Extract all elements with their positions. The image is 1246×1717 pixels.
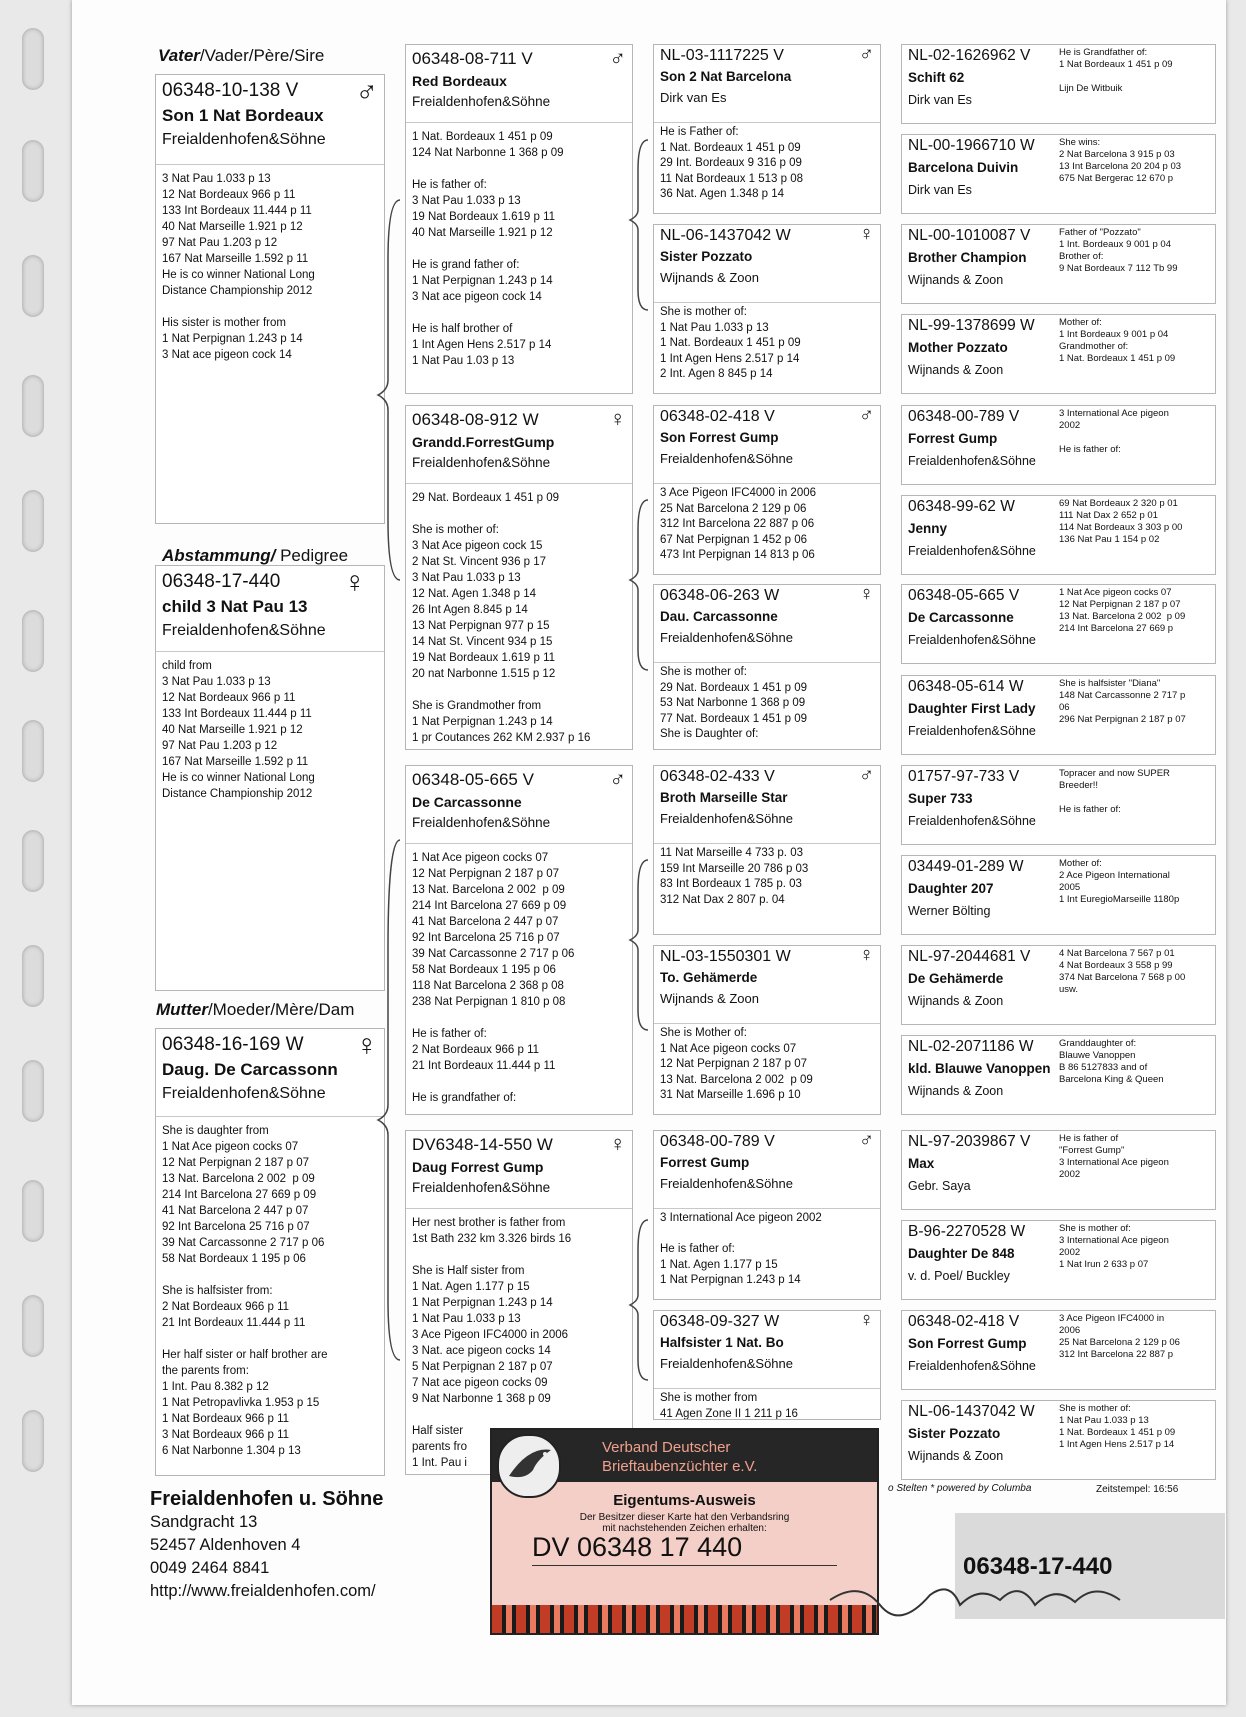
gen4-breeder: Dirk van Es xyxy=(908,93,972,107)
punch-hole xyxy=(22,830,44,892)
gen4-side-notes: Mother of: 2 Ace Pigeon International 2005 1 Int EuregioMarseille 1180p xyxy=(1059,858,1180,905)
punch-hole xyxy=(22,1410,44,1472)
subject-header xyxy=(156,566,384,652)
gen2-header xyxy=(406,766,632,844)
gen3-name: Forrest Gump xyxy=(660,1155,750,1170)
dam-notes: She is daughter from 1 Nat Ace pigeon cocks 07 12 Nat Perpignan 2 187 p 07 13 Nat. Barcelona 2 002 p 09 214 Int Barcelona 27 669 p 09 41 Nat Barcelona 2 447 p 07 92 Int Barcelona 25 716 p 07 39 Nat Carcassonne 2 717 p 06 58 Nat Bordeaux 1 195 p 06 She is halfsister from: 2 Nat Bordeaux 966 p 11 21 Int Bordeaux 11.444 p 11 Her half sister or half brother are the parents from: 1 Int. Pau 8.382 p 12 1 Nat Petropavlivka 1.953 p 15 1 Nat Bordeaux 966 p 11 3 Nat Bordeaux 966 p 11 6 Nat Narbonne 1.304 p 13 xyxy=(162,1125,328,1457)
gen4-name: Barcelona Duivin xyxy=(908,160,1019,175)
sire-ring: 06348-10-138 V xyxy=(162,80,299,101)
dam-column-label xyxy=(156,1000,354,1020)
male-symbol-icon: ♂ xyxy=(859,1130,874,1151)
punch-hole xyxy=(22,255,44,317)
gen4-side-notes: 69 Nat Bordeaux 2 320 p 01 111 Nat Dax 2 652 p 01 114 Nat Bordeaux 3 303 p 00 136 Nat Pau 1 154 p 02 xyxy=(1059,498,1183,545)
sire-column-label xyxy=(158,46,324,66)
gen4-breeder: Werner Bölting xyxy=(908,904,991,918)
dam-name: Daug. De Carcassonn xyxy=(162,1060,338,1079)
gen4-ring: 06348-05-665 V xyxy=(908,587,1020,604)
gen4-card xyxy=(901,405,1216,485)
gen4-side-notes: He is father of "Forrest Gump" 3 International Ace pigeon 2002 xyxy=(1059,1133,1169,1180)
gen3-name: Broth Marseille Star xyxy=(660,790,788,805)
gen4-name: Daughter 207 xyxy=(908,881,994,896)
gen4-breeder: Freialdenhofen&Söhne xyxy=(908,454,1036,468)
granddam-maternal-card xyxy=(405,1130,633,1475)
gen4-breeder: Gebr. Saya xyxy=(908,1179,971,1193)
gen3-name: Halfsister 1 Nat. Bo xyxy=(660,1335,784,1350)
punch-hole xyxy=(22,140,44,202)
gen3-notes: 11 Nat Marseille 4 733 p. 03 159 Int Marseille 20 786 p 03 83 Int Bordeaux 1 785 p. 03 312 Nat Dax 2 807 p. 04 xyxy=(660,847,809,906)
punch-hole xyxy=(22,1295,44,1357)
gen4-side-notes: She wins: 2 Nat Barcelona 3 915 p 03 13 Int Barcelona 20 204 p 03 675 Nat Bergerac 12 670 p xyxy=(1059,137,1182,184)
gen4-ring: B-96-2270528 W xyxy=(908,1223,1026,1240)
gen3-notes: She is Mother of: 1 Nat Ace pigeon cocks 07 12 Nat Perpignan 2 187 p 07 13 Nat. Barcelona 2 002 p 09 31 Nat Marseille 1.696 p 10 xyxy=(660,1027,813,1101)
male-symbol-icon: ♂ xyxy=(859,765,874,786)
dam-ring: 06348-16-169 W xyxy=(162,1034,304,1055)
gen4-side-notes: 1 Nat Ace pigeon cocks 07 12 Nat Perpignan 2 187 p 07 13 Nat. Barcelona 2 002 p 09 214 Int Barcelona 27 669 p xyxy=(1059,587,1186,634)
gen4-breeder: Freialdenhofen&Söhne xyxy=(908,814,1036,828)
granddam-paternal-card xyxy=(405,405,633,750)
gen4-card xyxy=(901,1035,1216,1115)
breeder-contact xyxy=(150,1488,383,1603)
signature-icon xyxy=(820,1560,1140,1630)
gen3-notes: She is mother of: 1 Nat Pau 1.033 p 13 1 Nat. Bordeaux 1 451 p 09 1 Int Agen Hens 2.517 p 14 2 Int. Agen 8 845 p 14 xyxy=(660,306,801,380)
gen4-side-notes: She is mother of: 3 International Ace pigeon 2002 1 Nat Irun 2 633 p 07 xyxy=(1059,1223,1169,1270)
gen2-name: De Carcassonne xyxy=(412,794,522,810)
gen2-ring: 06348-08-912 W xyxy=(412,410,539,429)
sire-breeder: Freialdenhofen&Söhne xyxy=(162,131,326,148)
gen3-header xyxy=(654,585,880,663)
breeder-street: Sandgracht 13 xyxy=(150,1513,258,1531)
female-symbol-icon: ♀ xyxy=(859,1310,874,1331)
subject-notes: child from 3 Nat Pau 1.033 p 13 12 Nat Bordeaux 966 p 11 133 Int Bordeaux 11.444 p 11 40 Nat Marseille 1.921 p 12 97 Nat Pau 1.203 p 12 167 Nat Marseille 1.592 p 11 He is co winner National Long Distance Championship 2012 xyxy=(162,660,315,800)
gen4-name: Daughter First Lady xyxy=(908,701,1036,716)
gen4-ring: NL-06-1437042 W xyxy=(908,1403,1035,1420)
gen4-card xyxy=(901,584,1216,664)
dam-header xyxy=(156,1029,384,1117)
dam-label-bold: Mutter xyxy=(156,1000,208,1019)
gen3-ring: 06348-00-789 V xyxy=(660,1133,775,1150)
gen4-card xyxy=(901,314,1216,394)
gen4-breeder: Wijnands & Zoon xyxy=(908,1449,1004,1463)
card-text-line2: mit nachstehenden Zeichen erhalten: xyxy=(602,1523,767,1534)
ring-number: 06348-17-440 xyxy=(963,1553,1113,1580)
card-ring-number: DV 06348 17 440 xyxy=(532,1532,743,1562)
gen3-notes: He is Father of: 1 Nat. Bordeaux 1 451 p 09 29 Int. Bordeaux 9 316 p 09 11 Nat Bordeaux 1 513 p 08 36 Nat. Agen 1.348 p 14 xyxy=(660,126,804,200)
gen4-ring: 06348-02-418 V xyxy=(908,1313,1020,1330)
powered-by-note: o Stelten * powered by Columba xyxy=(888,1483,1032,1494)
gen4-card xyxy=(901,1130,1216,1210)
gen4-ring: NL-97-2039867 V xyxy=(908,1133,1031,1150)
gen4-side-notes: 4 Nat Barcelona 7 567 p 01 4 Nat Bordeaux 3 558 p 99 374 Nat Barcelona 7 568 p 00 usw. xyxy=(1059,948,1186,995)
card-signature-line xyxy=(532,1565,837,1566)
punch-hole xyxy=(22,375,44,437)
breeder-name: Freialdenhofen u. Söhne xyxy=(150,1488,384,1510)
gen4-name: Schift 62 xyxy=(908,70,965,85)
gen4-ring: NL-99-1378699 W xyxy=(908,317,1035,334)
sire-header xyxy=(156,75,384,165)
gen3-breeder: Freialdenhofen&Söhne xyxy=(660,811,793,826)
gen4-name: De Gehämerde xyxy=(908,971,1004,986)
gen4-side-notes: Father of "Pozzato" 1 Int. Bordeaux 9 001 p 04 Brother of: 9 Nat Bordeaux 7 112 Tb 99 xyxy=(1059,227,1178,274)
gen4-name: kld. Blauwe Vanoppen xyxy=(908,1061,1051,1076)
gen3-breeder: Freialdenhofen&Söhne xyxy=(660,630,793,645)
gen2-header xyxy=(406,1131,632,1209)
male-symbol-icon: ♂ xyxy=(609,766,626,791)
gen4-ring: NL-00-1966710 W xyxy=(908,137,1035,154)
gen4-card xyxy=(901,1400,1216,1480)
gen4-card xyxy=(901,1220,1216,1300)
female-symbol-icon: ♀ xyxy=(859,224,874,245)
gen4-breeder: Freialdenhofen&Söhne xyxy=(908,724,1036,738)
gen3-name: Sister Pozzato xyxy=(660,249,753,264)
gen4-breeder: v. d. Poel/ Buckley xyxy=(908,1269,1010,1283)
sire-card xyxy=(155,74,385,524)
gen4-card xyxy=(901,44,1216,124)
gen4-side-notes: She is mother of: 1 Nat Pau 1.033 p 13 1 Nat. Bordeaux 1 451 p 09 1 Int Agen Hens 2.517 p 14 xyxy=(1059,1403,1176,1450)
gen3-breeder: Wijnands & Zoon xyxy=(660,991,759,1006)
dam-breeder: Freialdenhofen&Söhne xyxy=(162,1085,326,1102)
gen4-ring: NL-00-1010087 V xyxy=(908,227,1031,244)
gen4-ring: 06348-05-614 W xyxy=(908,678,1024,695)
gen4-ring: 06348-99-62 W xyxy=(908,498,1015,515)
gen3-notes: She is mother of: 29 Nat. Bordeaux 1 451 p 09 53 Nat Narbonne 1 368 p 09 77 Nat. Bordeaux 1 451 p 09 She is Daughter of: xyxy=(660,666,808,740)
gen3-name: Dau. Carcassonne xyxy=(660,609,778,624)
gen4-name: Super 733 xyxy=(908,791,973,806)
sire-notes: 3 Nat Pau 1.033 p 13 12 Nat Bordeaux 966 p 11 133 Int Bordeaux 11.444 p 11 40 Nat Marseille 1.921 p 12 97 Nat Pau 1.203 p 12 167 Nat Marseille 1.592 p 11 He is co winner National Long Distance Championship 2012 His sister is mother from 1 Nat Perpignan 1.243 p 14 3 Nat ace pigeon cock 14 xyxy=(162,173,315,361)
gen4-breeder: Wijnands & Zoon xyxy=(908,363,1004,377)
gen3-notes: She is mother from 41 Agen Zone II 1 211 p 16 xyxy=(660,1392,798,1420)
gen4-side-notes: He is Grandfather of: 1 Nat Bordeaux 1 451 p 09 Lijn De Witbuik xyxy=(1059,47,1173,94)
gen3-header xyxy=(654,406,880,484)
gen3-notes: 3 International Ace pigeon 2002 He is father of: 1 Nat. Agen 1.177 p 15 1 Nat Perpignan 1.243 p 14 xyxy=(660,1212,822,1286)
female-symbol-icon: ♀ xyxy=(859,584,874,605)
female-symbol-icon: ♀ xyxy=(609,406,626,431)
gen4-card xyxy=(901,855,1216,935)
gen3-notes: 3 Ace Pigeon IFC4000 in 2006 25 Nat Barcelona 2 129 p 06 312 Int Barcelona 22 887 p 06 67 Nat Perpignan 1 452 p 06 473 Int Perpignan 14 813 p 06 xyxy=(660,487,817,561)
gen4-name: Sister Pozzato xyxy=(908,1426,1001,1441)
gen4-breeder: Freialdenhofen&Söhne xyxy=(908,1359,1036,1373)
gen4-side-notes: She is halfsister "Diana" 148 Nat Carcassonne 2 717 p 06 296 Nat Perpignan 2 187 p 07 xyxy=(1059,678,1186,725)
gen3-breeder: Freialdenhofen&Söhne xyxy=(660,1176,793,1191)
subject-name: child 3 Nat Pau 13 xyxy=(162,597,308,616)
gen3-card xyxy=(653,584,881,750)
gen3-header xyxy=(654,1311,880,1389)
gen2-name: Daug Forrest Gump xyxy=(412,1159,544,1175)
gen4-ring: NL-02-2071186 W xyxy=(908,1038,1034,1055)
breeder-phone: 0049 2464 8841 xyxy=(150,1559,270,1577)
gen4-ring: 06348-00-789 V xyxy=(908,408,1020,425)
gen2-name: Grandd.ForrestGump xyxy=(412,434,555,450)
card-text-line1: Der Besitzer dieser Karte hat den Verbandsring xyxy=(579,1512,790,1523)
female-symbol-icon: ♀ xyxy=(355,1029,378,1062)
card-org-line1: Verband Deutscher xyxy=(602,1439,731,1456)
gen2-ring: DV6348-14-550 W xyxy=(412,1135,553,1154)
punch-hole xyxy=(22,945,44,1007)
gen3-card xyxy=(653,405,881,575)
gen2-header xyxy=(406,406,632,484)
male-symbol-icon: ♂ xyxy=(355,75,378,108)
gen4-ring: 03449-01-289 W xyxy=(908,858,1024,875)
punch-hole xyxy=(22,1180,44,1242)
gen4-breeder: Freialdenhofen&Söhne xyxy=(908,544,1036,558)
gen3-breeder: Wijnands & Zoon xyxy=(660,270,759,285)
gen3-header xyxy=(654,45,880,123)
gen4-side-notes: 3 International Ace pigeon 2002 He is father of: xyxy=(1059,408,1169,455)
gen4-ring: NL-97-2044681 V xyxy=(908,948,1031,965)
breeder-city: 52457 Aldenhoven 4 xyxy=(150,1536,301,1554)
pedigree-label-rest: Pedigree xyxy=(275,546,349,565)
gen3-header xyxy=(654,1131,880,1209)
gen4-side-notes: Granddaughter of: Blauwe Vanoppen B 86 5127833 and of Barcelona King & Queen xyxy=(1059,1038,1164,1085)
card-title: Eigentums-Ausweis xyxy=(613,1492,756,1509)
sire-label-rest: /Vader/Père/Sire xyxy=(199,46,325,65)
dam-label-rest: /Moeder/Mère/Dam xyxy=(207,1000,355,1019)
pedigree-label xyxy=(162,546,348,566)
gen3-header xyxy=(654,766,880,844)
grandsire-maternal-card xyxy=(405,765,633,1115)
male-symbol-icon: ♂ xyxy=(859,405,874,426)
gen3-card xyxy=(653,1130,881,1300)
gen3-ring: 06348-02-433 V xyxy=(660,768,775,785)
gen4-name: Son Forrest Gump xyxy=(908,1336,1027,1351)
grandsire-paternal-card xyxy=(405,44,633,394)
gen4-breeder: Freialdenhofen&Söhne xyxy=(908,633,1036,647)
card-org xyxy=(602,1438,757,1476)
gen3-header xyxy=(654,225,880,303)
gen4-name: Brother Champion xyxy=(908,250,1027,265)
gen3-ring: NL-06-1437042 W xyxy=(660,227,791,244)
gen3-ring: 06348-02-418 V xyxy=(660,408,775,425)
gen2-notes: 1 Nat Ace pigeon cocks 07 12 Nat Perpignan 2 187 p 07 13 Nat. Barcelona 2 002 p 09 214 Int Barcelona 27 669 p 09 41 Nat Barcelona 2 447 p 07 92 Int Barcelona 25 716 p 07 39 Nat Carcassonne 2 717 p 06 58 Nat Bordeaux 1 195 p 06 118 Nat Barcelona 2 368 p 08 238 Nat Perpignan 1 810 p 08 He is father of: 2 Nat Bordeaux 966 p 11 21 Int Bordeaux 11.444 p 11 He is grandfather of: xyxy=(412,852,575,1104)
subject-breeder: Freialdenhofen&Söhne xyxy=(162,622,326,639)
male-symbol-icon: ♂ xyxy=(859,44,874,65)
gen4-breeder: Dirk van Es xyxy=(908,183,972,197)
gen3-card xyxy=(653,945,881,1115)
gen3-card xyxy=(653,224,881,394)
gen4-breeder: Wijnands & Zoon xyxy=(908,273,1004,287)
gen3-header xyxy=(654,946,880,1024)
gen3-card xyxy=(653,44,881,214)
gen4-side-notes: Mother of: 1 Int Bordeaux 9 001 p 04 Grandmother of: 1 Nat. Bordeaux 1 451 p 09 xyxy=(1059,317,1176,364)
gen3-ring: 06348-06-263 W xyxy=(660,587,780,604)
gen3-ring: NL-03-1550301 W xyxy=(660,948,791,965)
gen2-notes: Her nest brother is father from 1st Bath 232 km 3.326 birds 16 She is Half sister from 1 Nat. Agen 1.177 p 15 1 Nat Perpignan 1.243 p 14 1 Nat Pau 1.033 p 13 3 Ace Pigeon IFC4000 in 2006 3 Nat. ace pigeon cocks 14 5 Nat Perpignan 2 187 p 07 7 Nat ace pigeon cocks 09 9 Nat Narbonne 1 368 p 09 Half sister parents fro 1 Int. Pau i xyxy=(412,1217,572,1469)
subject-card xyxy=(155,565,385,991)
gen3-name: Son 2 Nat Barcelona xyxy=(660,69,792,84)
gen4-card xyxy=(901,675,1216,755)
gen4-breeder: Wijnands & Zoon xyxy=(908,1084,1004,1098)
gen3-name: To. Gehämerde xyxy=(660,970,758,985)
gen2-ring: 06348-08-711 V xyxy=(412,49,533,68)
sire-name: Son 1 Nat Bordeaux xyxy=(162,106,324,125)
breeder-website-link[interactable]: http://www.freialdenhofen.com/ xyxy=(150,1582,376,1600)
punch-hole xyxy=(22,490,44,552)
card-org-line2: Brieftaubenzüchter e.V. xyxy=(602,1458,758,1475)
gen4-name: Jenny xyxy=(908,521,948,536)
gen4-ring: 01757-97-733 V xyxy=(908,768,1020,785)
gen4-name: Forrest Gump xyxy=(908,431,998,446)
gen3-ring: NL-03-1117225 V xyxy=(660,47,784,64)
gen4-card xyxy=(901,495,1216,575)
gen4-card xyxy=(901,224,1216,304)
female-symbol-icon: ♀ xyxy=(343,566,366,599)
gen4-name: Mother Pozzato xyxy=(908,340,1008,355)
gen2-header xyxy=(406,45,632,123)
gen4-name: Daughter De 848 xyxy=(908,1246,1015,1261)
gen3-name: Son Forrest Gump xyxy=(660,430,779,445)
gen4-name: De Carcassonne xyxy=(908,610,1014,625)
gen3-card xyxy=(653,765,881,935)
punch-hole xyxy=(22,28,44,90)
gen4-card xyxy=(901,1310,1216,1390)
sire-label-bold: Vater xyxy=(158,46,200,65)
gen2-breeder: Freialdenhofen&Söhne xyxy=(412,455,551,470)
gen2-breeder: Freialdenhofen&Söhne xyxy=(412,815,551,830)
gen3-ring: 06348-09-327 W xyxy=(660,1313,780,1330)
subject-ring: 06348-17-440 xyxy=(162,571,281,592)
gen4-card xyxy=(901,945,1216,1025)
gen4-side-notes: 3 Ace Pigeon IFC4000 in 2006 25 Nat Barcelona 2 129 p 06 312 Int Barcelona 22 887 p xyxy=(1059,1313,1180,1360)
gen3-breeder: Freialdenhofen&Söhne xyxy=(660,451,793,466)
gen3-breeder: Dirk van Es xyxy=(660,90,727,105)
gen4-name: Max xyxy=(908,1156,935,1171)
gen3-card xyxy=(653,1310,881,1420)
gen2-notes: 29 Nat. Bordeaux 1 451 p 09 She is mother of: 3 Nat Ace pigeon cock 15 2 Nat St. Vincent 936 p 17 3 Nat Pau 1.033 p 13 12 Nat. Agen 1.348 p 14 26 Int Agen 8.845 p 14 13 Nat Perpignan 977 p 15 14 Nat St. Vincent 934 p 15 19 Nat Bordeaux 1.619 p 11 20 nat Narbonne 1.515 p 12 She is Grandmother from 1 Nat Perpignan 1.243 p 14 1 pr Coutances 262 KM 2.937 p 16 xyxy=(412,492,591,744)
female-symbol-icon: ♀ xyxy=(609,1131,626,1156)
dam-card xyxy=(155,1028,385,1476)
gen2-breeder: Freialdenhofen&Söhne xyxy=(412,94,551,109)
gen2-ring: 06348-05-665 V xyxy=(412,770,534,789)
gen4-breeder: Wijnands & Zoon xyxy=(908,994,1004,1008)
punch-hole xyxy=(22,720,44,782)
timestamp: Zeitstempel: 16:56 xyxy=(1096,1484,1179,1495)
gen2-name: Red Bordeaux xyxy=(412,73,507,89)
pigeon-logo-icon xyxy=(497,1434,561,1498)
female-symbol-icon: ♀ xyxy=(859,945,874,966)
pedigree-label-bold: Abstammung/ xyxy=(162,546,276,565)
gen4-side-notes: Topracer and now SUPER Breeder!! He is father of: xyxy=(1059,768,1170,815)
gen2-breeder: Freialdenhofen&Söhne xyxy=(412,1180,551,1195)
punch-hole xyxy=(22,1060,44,1122)
card-text xyxy=(492,1512,877,1534)
gen4-ring: NL-02-1626962 V xyxy=(908,47,1031,64)
gen4-card xyxy=(901,134,1216,214)
punch-hole xyxy=(22,610,44,672)
binder-punch-strip xyxy=(0,0,70,1717)
gen3-breeder: Freialdenhofen&Söhne xyxy=(660,1356,793,1371)
gen4-card xyxy=(901,765,1216,845)
male-symbol-icon: ♂ xyxy=(609,45,626,70)
gen2-notes: 1 Nat. Bordeaux 1 451 p 09 124 Nat Narbonne 1 368 p 09 He is father of: 3 Nat Pau 1.033 p 13 19 Nat Bordeaux 1.619 p 11 40 Nat Marseille 1.921 p 12 He is grand father of: 1 Nat Perpignan 1.243 p 14 3 Nat ace pigeon cock 14 He is half brother of 1 Int Agen Hens 2.517 p 14 1 Nat Pau 1.03 p 13 xyxy=(412,131,564,367)
